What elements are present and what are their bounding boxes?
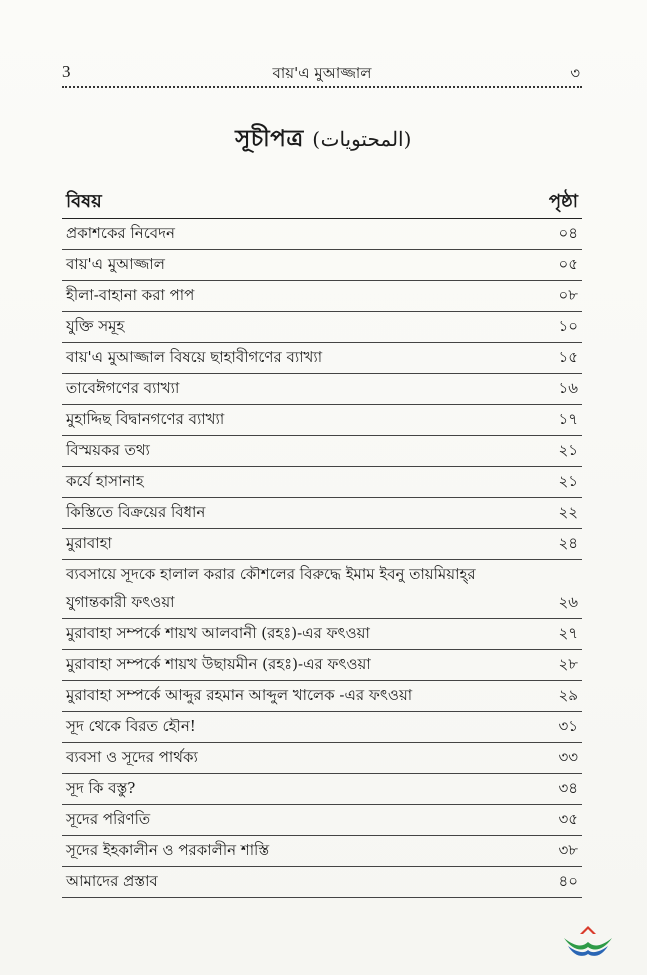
logo-roof-red	[580, 926, 596, 934]
toc-entry-page: ২২	[558, 503, 578, 521]
toc-row	[62, 219, 582, 250]
toc-entry-title: বিস্ময়কর তথ্য	[66, 441, 150, 459]
toc-row	[62, 498, 582, 529]
toc-title	[0, 120, 647, 159]
toc-entry-page: ১০	[558, 317, 578, 335]
toc-entry-page: ১৭	[558, 410, 578, 428]
toc-row	[62, 650, 582, 681]
toc-entry-page: ৩৩	[558, 748, 578, 766]
toc-entry-title: প্রকাশকের নিবেদন	[66, 224, 175, 242]
toc-entry-title: আমাদের প্রস্তাব	[66, 872, 158, 890]
book-title: বায়'এ মুআজ্জাল	[272, 64, 372, 82]
toc-row	[62, 467, 582, 498]
toc-entry-title: কিস্তিতে বিক্রয়ের বিধান	[66, 503, 206, 521]
toc-title-arabic: (المحتويات)	[312, 127, 412, 151]
toc-entry-page: ০৪	[558, 224, 578, 242]
toc-entry-page: ২৮	[558, 655, 578, 673]
toc-entry-page: ১৫	[558, 348, 578, 366]
toc-entry-title: কর্যে হাসানাহ	[66, 472, 144, 490]
toc-row	[62, 560, 582, 619]
running-header	[62, 60, 582, 88]
toc-entry-title: যুক্তি সমূহ	[66, 317, 125, 335]
toc-entry-title: সূদ কি বস্তু?	[66, 779, 136, 797]
toc-row	[62, 250, 582, 281]
toc-row	[62, 619, 582, 650]
col-page-header: পৃষ্ঠা	[548, 191, 578, 212]
toc-rows	[62, 219, 582, 898]
toc-entry-title: মুরাবাহা সম্পর্কে আব্দুর রহমান আব্দুল খালেক -এর ফৎওয়া	[66, 686, 413, 704]
toc-row	[62, 374, 582, 405]
toc-entry-page: ৩৫	[558, 810, 578, 828]
toc-entry-title: মুহাদ্দিছ বিদ্বানগণের ব্যাখ্যা	[66, 410, 225, 428]
toc-entry-page: ৩৪	[558, 779, 578, 797]
toc-entry-title: সূদ থেকে বিরত হৌন!	[66, 717, 196, 735]
toc-entry-page: ০৫	[558, 255, 578, 273]
toc-entry-title: বায়'এ মুআজ্জাল বিষয়ে ছাহাবীগণের ব্যাখ্যা	[66, 348, 323, 366]
toc-entry-page: ২৬	[558, 593, 578, 611]
toc-row	[62, 312, 582, 343]
toc-row	[62, 805, 582, 836]
toc-entry-title: বায়'এ মুআজ্জাল	[66, 255, 165, 273]
toc-entry-page: ২৪	[558, 534, 578, 552]
toc-row	[62, 436, 582, 467]
col-subject-header: বিষয়	[66, 191, 102, 212]
toc-entry-page: ০৮	[558, 286, 578, 304]
toc-row	[62, 836, 582, 867]
toc-row	[62, 343, 582, 374]
toc-row	[62, 681, 582, 712]
page-number-latin: 3	[62, 62, 71, 81]
toc-row	[62, 867, 582, 898]
toc-entry-title: মুরাবাহা	[66, 534, 112, 552]
toc-entry-page: ২১	[558, 472, 578, 490]
toc-row	[62, 774, 582, 805]
toc-entry-page: ২৭	[558, 624, 578, 642]
toc-table	[62, 184, 582, 898]
toc-entry-title: মুরাবাহা সম্পর্কে শায়খ আলবানী (রহঃ)-এর ফৎওয়া	[66, 624, 370, 642]
publisher-logo-icon	[560, 920, 616, 958]
toc-title-bengali: সূচীপত্র	[235, 125, 304, 152]
toc-row	[62, 712, 582, 743]
toc-entry-page: ৩১	[558, 717, 578, 735]
toc-entry-page: ৪০	[558, 872, 578, 890]
toc-entry-title: মুরাবাহা সম্পর্কে শায়খ উছায়মীন (রহঃ)-এর ফৎওয়া	[66, 655, 371, 673]
toc-entry-title: সূদের পরিণতি	[66, 810, 151, 828]
toc-row	[62, 743, 582, 774]
toc-row	[62, 281, 582, 312]
toc-entry-title: ব্যবসা ও সূদের পার্থক্য	[66, 748, 198, 766]
toc-header-row	[62, 184, 582, 219]
logo-wave-green	[564, 938, 612, 950]
page-number-bengali: ৩	[570, 64, 580, 82]
toc-row	[62, 405, 582, 436]
toc-entry-title: হীলা-বাহানা করা পাপ	[66, 286, 195, 304]
toc-entry-title: তাবেঈগণের ব্যাখ্যা	[66, 379, 180, 397]
toc-entry-title: সূদের ইহকালীন ও পরকালীন শাস্তি	[66, 841, 270, 859]
toc-entry-page: ২৯	[558, 686, 578, 704]
toc-row	[62, 529, 582, 560]
toc-entry-title: ব্যবসায়ে সূদকে হালাল করার কৌশলের বিরুদ্ধে ইমাম ইবনু তায়মিয়াহ্‌র যুগান্তকারী ফৎওয়া	[66, 565, 476, 611]
toc-entry-page: ১৬	[558, 379, 578, 397]
toc-entry-page: ৩৮	[558, 841, 578, 859]
toc-entry-page: ২১	[558, 441, 578, 459]
